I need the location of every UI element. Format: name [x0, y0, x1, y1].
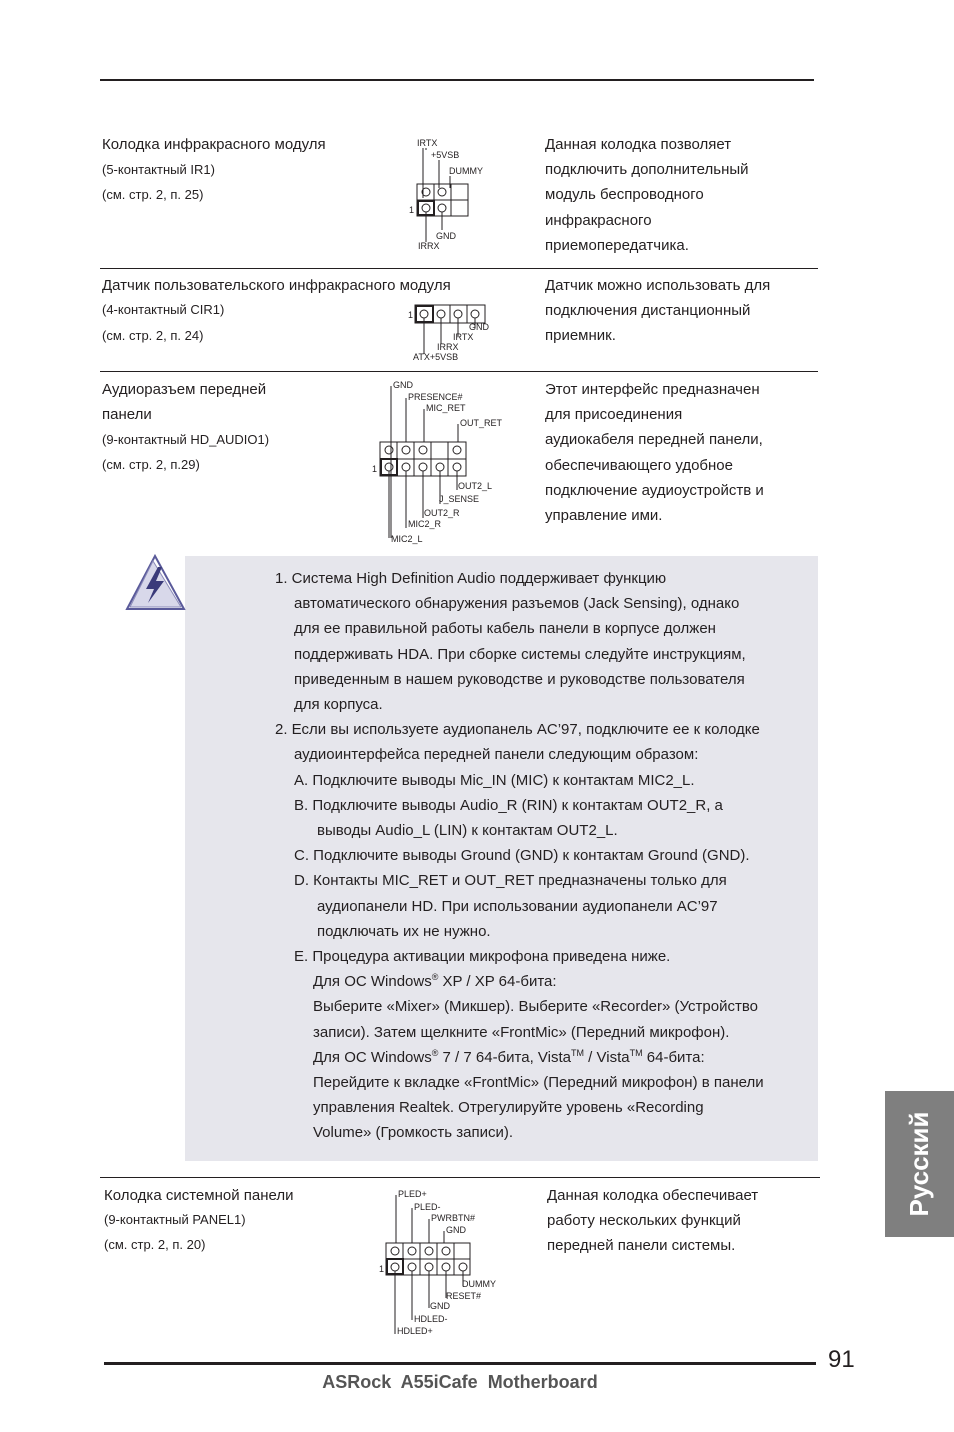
language-tab — [885, 1091, 954, 1237]
pin-label-one: 1 — [379, 1264, 385, 1274]
desc-line: подключить дополнительный — [545, 161, 749, 179]
pin-label-gnd: GND — [446, 1225, 466, 1235]
desc-line: Датчик можно использовать для — [545, 277, 771, 294]
cir-header-ref: (см. стр. 2, п. 24) — [102, 328, 204, 343]
desc-line: обеспечивающего удобное — [545, 456, 733, 474]
section-divider — [100, 268, 818, 269]
desc-line: работу нескольких функций — [547, 1212, 741, 1230]
pin-label-5vsb: +5VSB — [431, 150, 460, 160]
note-line: аудиоинтерфейса передней панели следующим образом: — [294, 746, 699, 764]
pin-label-mic2-r: MIC2_R — [408, 519, 442, 529]
pin-label-irrx: IRRX — [418, 241, 440, 251]
note-line: Перейдите к вкладке «FrontMic» (Передний микрофон) в панели — [313, 1074, 764, 1092]
pin-label-hdled-minus: HDLED- — [414, 1314, 448, 1324]
note-line: D. Контакты MIC_RET и OUT_RET предназначены только для — [294, 872, 727, 890]
system-panel-pinout-diagram — [376, 1186, 516, 1338]
note-line: A. Подключите выводы Mic_IN (MIC) к контактам MIC2_L. — [294, 771, 695, 789]
note-line: 2. Если вы используете аудиопанель AC’97, подключите ее к колодке — [275, 721, 760, 739]
note-line: C. Подключите выводы Ground (GND) к контактам Ground (GND). — [294, 847, 750, 865]
note-text — [275, 566, 835, 1146]
language-tab-label: Русский — [904, 1111, 934, 1217]
pin-label-dummy: DUMMY — [462, 1279, 496, 1289]
section-divider — [100, 1177, 820, 1178]
note-line: Выберите «Mixer» (Микшер). Выберите «Recorder» (Устройство — [313, 998, 758, 1016]
audio-header-title-1: Аудиоразъем передней — [102, 381, 267, 398]
note-line: для ее правильной работы кабель панели в корпусе должен — [294, 620, 716, 638]
pin-label-irtx: IRTX — [453, 332, 474, 342]
desc-line: инфракрасного — [545, 211, 652, 229]
pin-label-gnd: GND — [393, 380, 413, 390]
page-number: 91 — [828, 1346, 855, 1373]
pin-label-irtx: IRTX — [417, 138, 438, 148]
pin-label-out2-r: OUT2_R — [424, 508, 460, 518]
pin-label-atx: ATX+5VSB — [413, 352, 459, 362]
note-line: управления Realtek. Отрегулируйте уровень «Recording — [313, 1099, 704, 1117]
desc-line: аудиокабеля передней панели, — [545, 431, 763, 449]
registered-mark: ® — [431, 1047, 439, 1058]
pin-label-out-ret: OUT_RET — [460, 418, 503, 428]
pin-label-j-sense: J_SENSE — [439, 494, 480, 504]
cir-pinout-diagram — [405, 300, 497, 364]
desc-line: модуль беспроводного — [545, 186, 704, 204]
audio-description — [545, 377, 764, 528]
note-line — [275, 1045, 835, 1070]
pin-label-dummy: DUMMY — [449, 166, 483, 176]
note-text-span: 64-бита: — [642, 1048, 705, 1066]
note-line: для корпуса. — [294, 696, 383, 714]
note-text-span: Для ОС Windows — [313, 1048, 432, 1066]
pin-label-presence: PRESENCE# — [408, 392, 463, 402]
trademark-mark: TM — [571, 1047, 584, 1058]
ir-header-pins: (5-контактный IR1) — [102, 162, 215, 177]
pin-label-mic-ret: MIC_RET — [426, 403, 466, 413]
pin-label-gnd: GND — [436, 231, 456, 241]
pin-label-gnd: GND — [469, 322, 489, 332]
desc-line: подключение аудиоустройств и — [545, 481, 764, 499]
note-line: 1. Система High Definition Audio поддерживает функцию — [275, 570, 667, 587]
note-line: Volume» (Громкость записи). — [313, 1124, 514, 1142]
note-line: подключать их не нужно. — [317, 922, 491, 940]
note-text-span: 7 / 7 64-бита, Vista — [438, 1048, 571, 1066]
note-line: автоматического обнаружения разъемов (Jack Sensing), однако — [294, 595, 740, 613]
cir-header-pins: (4-контактный CIR1) — [102, 302, 225, 317]
pin-label-hdled-plus: HDLED+ — [397, 1326, 433, 1336]
pin-label-pled-plus: PLED+ — [398, 1189, 427, 1199]
desc-line: Данная колодка обеспечивает — [547, 1187, 759, 1204]
audio-header-ref: (см. стр. 2, п.29) — [102, 457, 200, 472]
ir-pinout-diagram — [405, 136, 500, 254]
desc-line: приемник. — [545, 327, 616, 345]
panel-header-ref: (см. стр. 2, п. 20) — [104, 1237, 206, 1252]
note-text-span: / Vista — [584, 1048, 630, 1066]
note-line: аудиопанели HD. При использовании аудиопанели AC’97 — [317, 897, 718, 915]
panel-header-title: Колодка системной панели — [104, 1187, 294, 1204]
note-line — [275, 969, 835, 994]
desc-line: подключения дистанционный — [545, 302, 751, 320]
registered-mark: ® — [431, 972, 439, 983]
panel-description — [547, 1183, 758, 1259]
pin-label-one: 1 — [372, 464, 378, 474]
note-line: записи). Затем щелкните «FrontMic» (Передний микрофон). — [313, 1023, 730, 1041]
footer-product-name: ASRock A55iCafe Motherboard — [322, 1372, 598, 1392]
ir-description — [545, 132, 749, 258]
cir-description — [545, 273, 770, 349]
audio-header-title-2: панели — [102, 406, 152, 423]
section-divider — [100, 371, 818, 372]
cir-header-title: Датчик пользовательского инфракрасного модуля — [102, 277, 451, 294]
panel-header-pins: (9-контактный PANEL1) — [104, 1212, 246, 1227]
desc-line: приемопередатчика. — [545, 236, 689, 254]
ir-header-ref: (см. стр. 2, п. 25) — [102, 187, 204, 202]
warning-lightning-icon — [124, 553, 188, 613]
pin-label-gnd-2: GND — [430, 1301, 450, 1311]
note-line: приведенным в нашем руководстве и руководстве пользователя — [294, 670, 745, 688]
pin-label-out2-l: OUT2_L — [458, 481, 493, 491]
trademark-mark: TM — [629, 1047, 643, 1058]
desc-line: управление ими. — [545, 507, 663, 525]
pin-label-irrx: IRRX — [437, 342, 459, 352]
pin-label-one: 1 — [408, 310, 414, 320]
pin-label-pwrbtn: PWRBTN# — [431, 1213, 476, 1223]
pin-label-reset: RESET# — [446, 1291, 482, 1301]
ir-header-title: Колодка инфракрасного модуля — [102, 136, 326, 153]
hd-audio-pinout-diagram — [368, 378, 518, 548]
note-line: поддерживать HDA. При сборке системы следуйте инструкциям, — [294, 645, 746, 663]
note-line: E. Процедура активации микрофона приведена ниже. — [294, 948, 671, 966]
pin-label-pled-minus: PLED- — [414, 1202, 441, 1212]
desc-line: Данная колодка позволяет — [545, 136, 732, 153]
desc-line: передней панели системы. — [547, 1237, 736, 1255]
note-line: B. Подключите выводы Audio_R (RIN) к контактам OUT2_R, а — [294, 796, 723, 814]
footer-rule — [104, 1362, 816, 1365]
pin-label-one: 1 — [409, 205, 415, 215]
pin-label-mic2-l: MIC2_L — [391, 534, 423, 544]
audio-header-pins: (9-контактный HD_AUDIO1) — [102, 432, 270, 447]
top-rule — [100, 79, 814, 81]
note-line: выводы Audio_L (LIN) к контактам OUT2_L. — [317, 822, 618, 840]
note-text-span: XP / XP 64-бита: — [438, 973, 557, 991]
desc-line: Этот интерфейс предназначен — [545, 381, 760, 398]
note-text-span: Для ОС Windows — [313, 973, 432, 991]
desc-line: для присоединения — [545, 406, 683, 424]
